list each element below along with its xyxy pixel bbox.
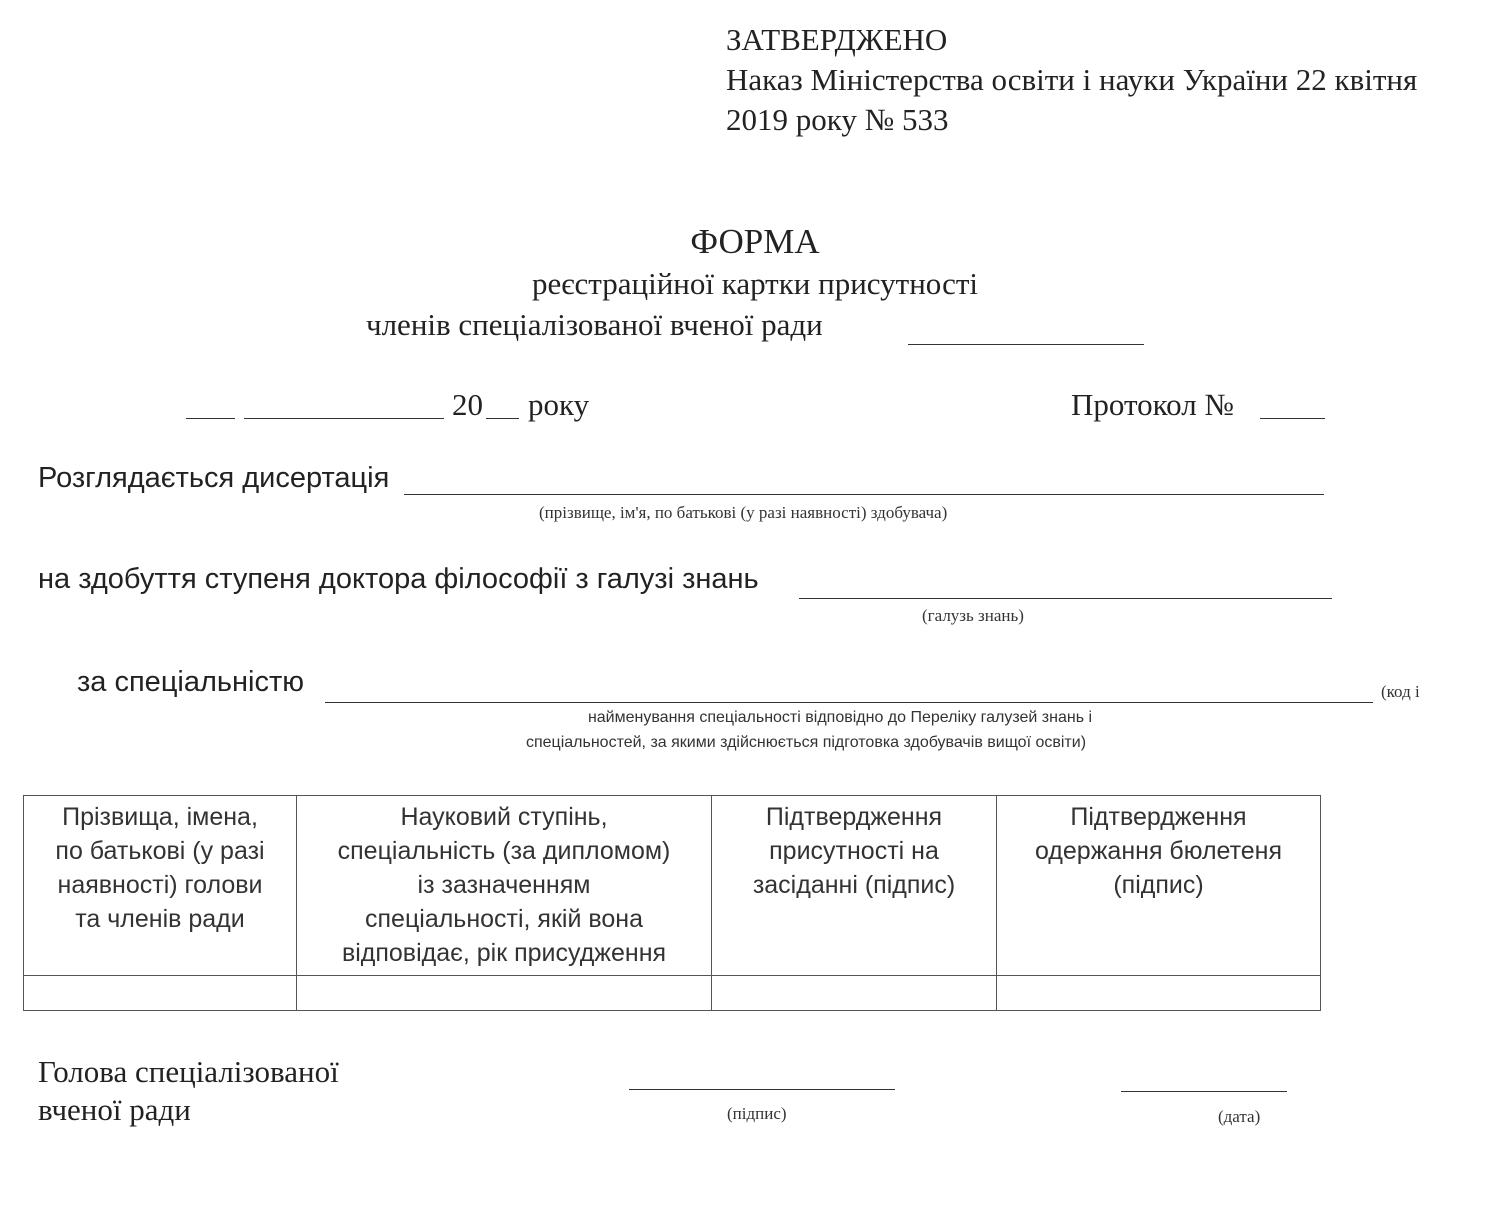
specialty-blank[interactable] [325,702,1373,703]
chair-date-blank[interactable] [1121,1091,1287,1092]
month-blank[interactable] [244,418,444,419]
year-prefix: 20 [452,387,483,422]
applicant-name-blank[interactable] [404,494,1324,495]
attendance-signature-cell[interactable] [712,976,997,1011]
protocol-label: Протокол № [1071,387,1234,422]
dissertation-label: Розглядається дисертація [38,462,390,494]
approval-heading: ЗАТВЕРДЖЕНО [726,22,948,57]
protocol-number-blank[interactable] [1260,418,1325,419]
academic-degree-cell[interactable] [297,976,712,1011]
header-attendance-confirmation: Підтвердження присутності на засіданні (підпис) [712,796,997,976]
form-title: ФОРМА [690,222,820,261]
specialty-label: за спеціальністю [77,666,305,698]
chair-signature-hint: (підпис) [727,1104,787,1123]
day-blank[interactable] [186,418,235,419]
approval-order-line-1: Наказ Міністерства освіти і науки України 22 квітня [726,62,1418,97]
specialty-hint-line-1: найменування спеціальності відповідно до Переліку галузей знань і [587,709,1093,726]
field-label: на здобуття ступеня доктора філософії з галузі знань [38,563,759,595]
registration-table [23,795,1321,1011]
specialty-hint-line-2: спеціальностей, за якими здійснюється підготовка здобувачів вищої освіти) [525,734,1087,751]
specialty-hint-tail: (код і [1381,682,1420,701]
chair-title-line-2: вченої ради [38,1092,191,1127]
form-subtitle-2: членів спеціалізованої вченої ради [366,307,823,342]
header-academic-degree: Науковий ступінь, спеціальність (за дипломом) із зазначенням спеціальності, якій вона відповідає, рік присудження [297,796,712,976]
table-row [24,976,1321,1011]
member-name-cell[interactable] [24,976,297,1011]
applicant-name-hint: (прізвище, ім'я, по батькові (у разі наявності) здобувача) [539,503,948,522]
form-subtitle-1: реєстраційної картки присутності [531,266,978,301]
approval-block [726,20,1417,140]
year-suffix: року [528,387,590,422]
year-blank[interactable] [486,418,519,419]
chair-date-hint: (дата) [1218,1107,1261,1126]
council-name-blank[interactable] [908,344,1144,345]
field-blank[interactable] [799,598,1332,599]
header-member-names: Прізвища, імена, по батькові (у разі наявності) голови та членів ради [24,796,297,976]
table-header-row [24,796,1321,976]
chair-title [38,1053,339,1129]
ballot-signature-cell[interactable] [997,976,1321,1011]
field-hint: (галузь знань) [922,606,1024,625]
chair-title-line-1: Голова спеціалізованої [38,1054,339,1089]
approval-order-line-2: 2019 року № 533 [726,102,949,137]
header-ballot-confirmation: Підтвердження одержання бюлетеня (підпис) [997,796,1321,976]
chair-signature-blank[interactable] [629,1089,895,1090]
